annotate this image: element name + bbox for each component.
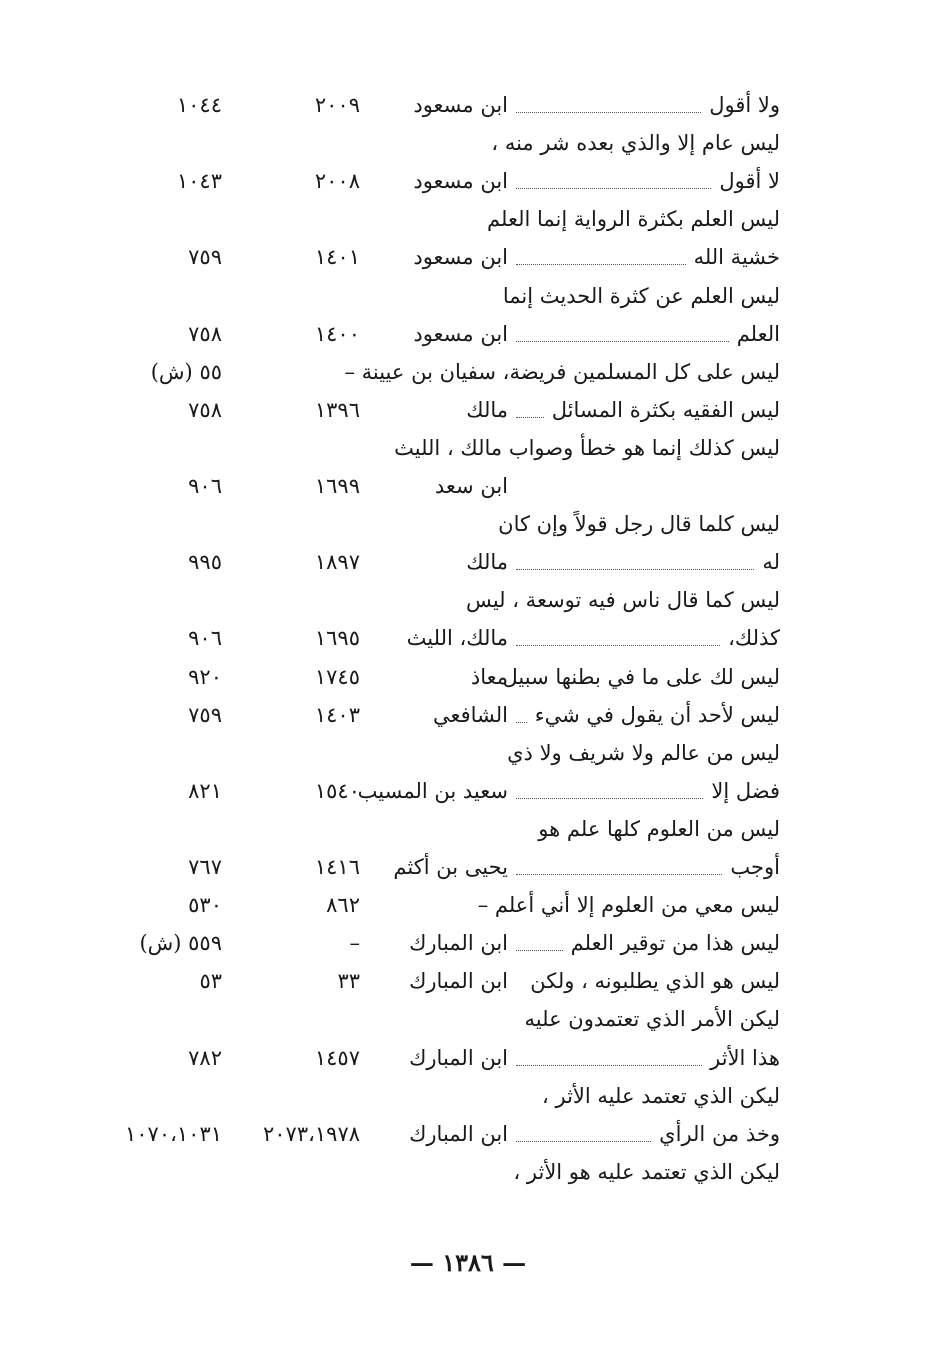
entry-text: ليس العلم عن كثرة الحديث إنما [502,284,780,308]
entry-number: ١٧٤٥ [314,665,360,689]
entry-page: ٧٥٩ [188,245,222,269]
entry-number: ٢٠٠٩ [314,93,360,117]
entry-page: ٥٣ [199,969,222,993]
dot-leader [516,722,527,723]
entry-page: ٧٥٩ [188,703,222,727]
entry-page: ٧٨٢ [188,1046,222,1070]
dot-leader [516,645,720,646]
entry-text: هذا الأثر [710,1046,780,1070]
entry-narrator: ابن مسعود [413,169,508,193]
entry-page: ٧٥٨ [188,322,222,346]
entry-narrator: ابن المبارك [409,931,508,955]
entry-text: ليس هو الذي يطلبونه ، ولكن [530,969,780,993]
dot-leader [516,950,563,951]
entry-text: أوجب [730,855,780,879]
entry-text: ليس من العلوم كلها علم هو [538,817,780,841]
entry-page: ١٠٧٠،١٠٣١ [124,1122,222,1146]
entry-number: ٣٣ [337,969,360,993]
entry-number: ١٦٩٩ [314,474,360,498]
dot-leader [516,417,544,418]
entry-text: فضل إلا [711,779,780,803]
entry-number: ٨٦٢ [326,893,360,917]
entry-narrator: مالك، الليث [406,626,508,650]
dot-leader [516,264,686,265]
entry-page: ٥٥٩ (ش) [139,931,222,955]
entry-text: العلم [736,322,780,346]
entry-narrator: سعيد بن المسيب [357,779,508,803]
entry-number: ١٣٩٦ [314,398,360,422]
entry-number: ١٤٠٣ [314,703,360,727]
entry-number: ١٤٠٠ [314,322,360,346]
entry-page: ٧٦٧ [188,855,222,879]
entry-page: ٨٢١ [188,779,222,803]
dot-leader [516,341,729,342]
entry-text: ليس كذلك إنما هو خطأ وصواب مالك ، الليث [394,436,780,460]
entry-narrator: ابن مسعود [413,322,508,346]
entry-text: ليس من عالم ولا شريف ولا ذي [507,741,780,765]
dot-leader [516,569,754,570]
entry-text: ليس لأحد أن يقول في شيء [534,703,780,727]
entry-number: – [349,931,360,955]
entry-narrator: ابن سعد [434,474,508,498]
entry-page: ٩٢٠ [188,665,222,689]
entry-number: ١٥٤٠ [314,779,360,803]
page-number: — ١٣٨٦ — [409,1248,527,1277]
entry-number: ١٤٥٧ [314,1046,360,1070]
entry-text: ليس معي من العلوم إلا أني أعلم – [477,893,780,917]
dot-leader [516,188,711,189]
entry-number: ١٤١٦ [314,855,360,879]
entry-page: ٩٠٦ [188,474,222,498]
entry-narrator: يحيى بن أكثم [393,855,508,879]
entry-text: ليس كلما قال رجل قولاً وإن كان [498,512,780,536]
entry-text: ولا أقول [709,93,780,117]
entry-number: ١٨٩٧ [314,550,360,574]
entry-text: وخذ من الرأي [659,1122,780,1146]
entry-page: ٧٥٨ [188,398,222,422]
entry-page: ٩٩٥ [188,550,222,574]
dot-leader [516,1141,651,1142]
entry-narrator: ابن مسعود [413,93,508,117]
entry-text: ليس على كل المسلمين فريضة، سفيان بن عيينة – [344,360,780,384]
entry-page: ٥٣٠ [188,893,222,917]
entry-text: ليس لك على ما في بطنها سبيل [502,665,780,689]
entry-narrator: ابن مسعود [413,245,508,269]
entry-text: كذلك، [728,626,780,650]
entry-text: لا أقول [719,169,780,193]
entry-narrator: ابن المبارك [409,1122,508,1146]
entry-text: ليس كما قال ناس فيه توسعة ، ليس [466,588,780,612]
entry-text: ليس هذا من توقير العلم [570,931,780,955]
entry-narrator: مالك [466,398,508,422]
entry-number: ٢٠٠٨ [314,169,360,193]
entry-page: ٥٥ (ش) [150,360,222,384]
entry-number: ٢٠٧٣،١٩٧٨ [262,1122,360,1146]
entry-text: له [762,550,780,574]
entry-page: ٩٠٦ [188,626,222,650]
entry-narrator: ابن المبارك [409,1046,508,1070]
entry-text: ليس الفقيه بكثرة المسائل [551,398,780,422]
entry-text: خشية الله [693,245,780,269]
entry-narrator: معاذ [470,665,508,689]
dot-leader [516,112,701,113]
entry-page: ١٠٤٤ [176,93,222,117]
entry-narrator: مالك [466,550,508,574]
dot-leader [516,1065,702,1066]
entry-text: ليكن الأمر الذي تعتمدون عليه [524,1007,780,1031]
entry-narrator: ابن المبارك [409,969,508,993]
dot-leader [516,798,703,799]
entry-text: ليكن الذي تعتمد عليه الأثر ، [542,1084,780,1108]
entry-number: ١٤٠١ [314,245,360,269]
entry-narrator: الشافعي [432,703,508,727]
entry-text: ليس العلم بكثرة الرواية إنما العلم [487,207,780,231]
entry-text: ليكن الذي تعتمد عليه هو الأثر ، [513,1160,780,1184]
dot-leader [516,874,722,875]
entry-text: ليس عام إلا والذي بعده شر منه ، [491,131,780,155]
entry-number: ١٦٩٥ [314,626,360,650]
entry-page: ١٠٤٣ [176,169,222,193]
